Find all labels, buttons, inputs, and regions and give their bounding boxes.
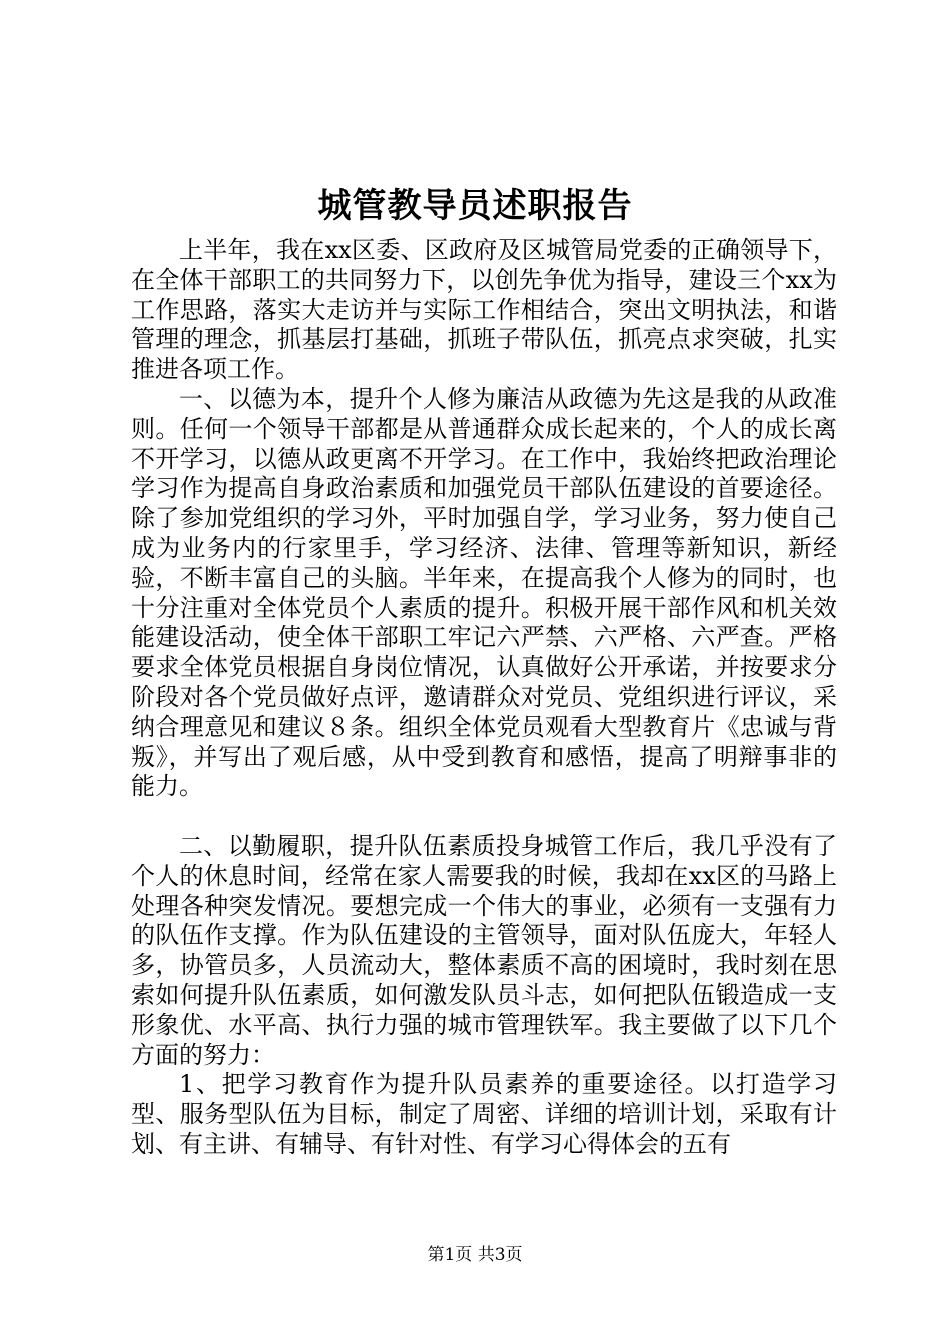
paragraph-intro: 上半年，我在xx区委、区政府及区城管局党委的正确领导下，在全体干部职工的共同努力下，以创先争优为指导，建设三个xx为工作思路，落实大走访并与实际工作相结合，突出文明执法，和谐管理的理念，抓基层打基础，抓班子带队伍，抓亮点求突破，扎实推进各项工作。 (131, 236, 837, 384)
paragraph-item-one: 1、把学习教育作为提升队员素养的重要途径。以打造学习型、服务型队伍为目标，制定了周密、详细的培训计划，采取有计划、有主讲、有辅导、有针对性、有学习心得体会的五有 (131, 1070, 837, 1158)
document-title: 城管教导员述职报告 (317, 186, 633, 226)
paragraph-section-two: 二、以勤履职，提升队伍素质投身城管工作后，我几乎没有了个人的休息时间，经常在家人需要我的时候，我却在xx区的马路上处理各种突发情况。要想完成一个伟大的事业，必须有一支强有力的队伍作支撑。作为队伍建设的主管领导，面对队伍庞大，年轻人多，协管员多，人员流动大，整体素质不高的困境时，我时刻在思索如何提升队伍素质，如何激发队员斗志，如何把队伍锻造成一支形象优、水平高、执行力强的城市管理铁军。我主要做了以下几个方面的努力： (131, 831, 837, 1069)
document-body (131, 236, 837, 1160)
page-number-footer: 第1页 共3页 (427, 1245, 523, 1265)
paragraph-section-one: 一、以德为本，提升个人修为廉洁从政德为先这是我的从政准则。任何一个领导干部都是从普通群众成长起来的，个人的成长离不开学习，以德从政更离不开学习。在工作中，我始终把政治理论学习作为提高自身政治素质和加强党员干部队伍建设的首要途径。除了参加党组织的学习外，平时加强自学，学习业务，努力使自己成为业务内的行家里手，学习经济、法律、管理等新知识，新经验，不断丰富自己的头脑。半年来，在提高我个人修为的同时，也十分注重对全体党员个人素质的提升。积极开展干部作风和机关效能建设活动，使全体干部职工牢记六严禁、六严格、六严查。严格要求全体党员根据自身岗位情况，认真做好公开承诺，并按要求分阶段对各个党员做好点评，邀请群众对党员、党组织进行评议，采纳合理意见和建议８条。组织全体党员观看大型教育片《忠诚与背叛》，并写出了观后感，从中受到教育和感悟，提高了明辩事非的能力。 (131, 384, 837, 801)
